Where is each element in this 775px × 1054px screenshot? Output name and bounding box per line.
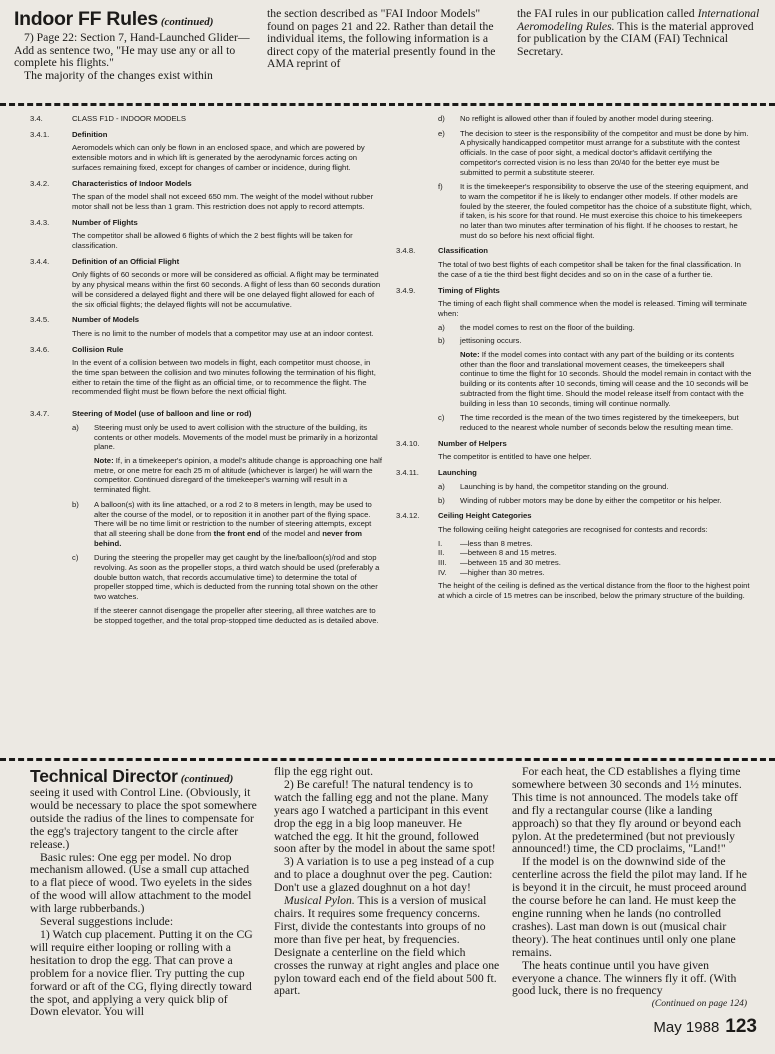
article-paragraph: If the model is on the downwind side of the centerline across the field the pilot may land. If he is beyond it in the circuit, he must proceed around the course before he can land. He must keep the engine running when he lands (no controlled crashes). Last man down is out (musical chair theory). The heat continues until only one plane remains. [512, 855, 747, 959]
article-column-1 [30, 766, 258, 1019]
header-column-3 [517, 8, 763, 58]
article-paragraph: seeing it used with Control Line. (Obviously, it would be necessary to place the spot somewhere outside the radius of the lines to compensate for the egg's trajectory tangent to the circle after release.) [30, 786, 257, 851]
section-text: In the event of a collision between two models in flight, each competitor must choose, in the time span between the collision and two minutes following the termination of his flight, either to retain the time of the flight as an official time, or to recommence the flight. The recommended flight must be flown before the next official flight. [72, 358, 376, 397]
article-paragraph: Basic rules: One egg per model. No drop mechanism allowed. (Use a small cup attached to a flat piece of wood. Two eyelets in the sides of the wood will allow attachment to the model with large rubberbands.) [30, 850, 252, 916]
list-item: II. —between 8 and 15 metres. [438, 548, 557, 558]
note: Note: If the model comes into contact with any part of the building or its contents other than the floor and translational movement ceases, the timekeepers shall continue to time the flight for 10 seconds. Should the model remain in contact with the building or its contents after 10 seconds, timing will cease and the 10 seconds will be subtracted from the flight time. Should the model release itself from contact with the building in less than 10 seconds, timing will continue normally. [460, 350, 752, 408]
list-item: a) Steering must only be used to avert collision with the structure of the building, its contents or other models. Movements of the model must be primarily in a horizontal plane. [72, 422, 378, 452]
section-text: The competitor is entitled to have one helper. [438, 452, 592, 462]
list-item: c) The time recorded is the mean of the two times registered by the timekeepers, but reduced to the nearest whole number of seconds below the resulting mean time. [438, 413, 739, 432]
section-heading: 3.4.9. Timing of Flights [396, 285, 500, 295]
list-item: a) the model comes to rest on the floor of the building. [438, 322, 635, 332]
header-paragraph: 7) Page 22: Section 7, Hand-Launched Glider—Add as sentence two, "He may use any or all to complete his flights." [14, 31, 250, 70]
section-text: The total of two best flights of each competitor shall be taken for the final classification. In the case of a tie the third best flight decides and so on in the case of a further tie. [438, 260, 741, 279]
page-number: 123 [725, 1016, 757, 1037]
fai-rules-block [30, 114, 770, 754]
section-text: The following ceiling height categories are recognised for contests and records: [438, 524, 708, 534]
continued-note: (Continued on page 124) [651, 999, 747, 1010]
section-text: The height of the ceiling is defined as the vertical distance from the floor to the highest point at which a circle of 15 metres can be inscribed, below the primary structure of the building. [438, 581, 750, 601]
list-item: a) Launching is by hand, the competitor standing on the ground. [438, 481, 669, 491]
section-heading: 3.4.12. Ceiling Height Categories [396, 511, 532, 521]
list-item: b) A balloon(s) with its line attached, or a rod 2 to 8 meters in length, may be used to alter the course of the model, or to reposition it in another part of the flying space. There will be no time limit or restriction to the number of steering attempts, except that all steering shall be done from the front end of the model and never from behind. [72, 499, 372, 548]
rules-column-right [396, 114, 752, 601]
article-paragraph: Several suggestions include: [40, 915, 174, 929]
section-heading: 3.4. CLASS F1D - INDOOR MODELS [30, 114, 187, 123]
list-item: d) No reflight is allowed other than if fouled by another model during steering. [438, 114, 714, 123]
section-heading: 3.4.11. Launching [396, 468, 477, 478]
issue-date: May 1988 [653, 1019, 720, 1036]
list-item: c) During the steering the propeller may get caught by the line/balloon(s)/rod and stop revolving. As soon as the propeller stops, a third watch should be used (preferably a double button watch, that records accumulative time) to determine the total of propeller stopped time, which is deducted from the running total shown on the other two watches. [72, 553, 380, 602]
article-paragraph: Musical Pylon. This is a version of musical chairs. It requires some frequency concerns. First, divide the contestants into groups of no more than five per heat, by frequencies. Designate a centerline on the field which crosses the runway at right angles and place one pylon toward each end of the field about 500 ft. apart. [274, 894, 500, 998]
section-heading: 3.4.6. Collision Rule [30, 344, 124, 354]
list-item: e) The decision to steer is the responsibility of the competitor and must be done by him. A physically handicapped competitor must arrange for a substitute with the contest officials. In the case of poor sight, a medical doctor's affidavit certifying the competitor's corrected vision is no less than 20/40 for the better eye must be submitted to permit a substitute steerer. [438, 128, 749, 177]
article-column-2 [274, 766, 502, 998]
article-header [14, 8, 766, 98]
section-heading: 3.4.2. Characteristics of Indoor Models [30, 178, 192, 188]
section-heading: 3.4.7. Steering of Model (use of balloon and line or rod) [30, 409, 252, 419]
continued-label: (continued) [160, 16, 214, 28]
list-item: IV. —higher than 30 metres. [438, 567, 545, 577]
section-text: The span of the model shall not exceed 650 mm. The weight of the model without rubber motor shall not be less than 1 gram. This restriction does not apply to record attempts. [72, 192, 374, 211]
list-item: b) Winding of rubber motors may be done by either the competitor or his helper. [438, 495, 722, 505]
section-heading: 3.4.3. Number of Flights [30, 217, 138, 227]
rules-column-left [30, 114, 382, 625]
header-paragraph: The majority of the changes exist within [24, 68, 213, 82]
list-item: f) It is the timekeeper's responsibility to observe the use of the steering equipment, and to warn the competitor if he is likely to endanger other models. If other models are fouled by the steerer, the fouled competitor has the choice of a substitute flight, which, if taken, is his score for that round. He must exercise this choice to his timekeepers no later than two minutes after termination of his flight. If he chooses to restart, he must do so before his next official flight. [438, 182, 752, 240]
article-paragraph: The heats continue until you have given everyone a chance. The winners fly it off. (With good luck, there is no frequency [512, 958, 737, 998]
header-paragraph: the FAI rules in our publication called International Aeromodeling Rules. This is the material approved for publication by the CIAM (FAI) Technical Secretary. [517, 7, 760, 58]
section-text: There is no limit to the number of models that a competitor may use at an indoor contest. [72, 328, 374, 338]
article-column-3 [512, 766, 747, 1011]
technical-director-article [30, 766, 772, 1054]
page-footer [653, 1016, 757, 1038]
ceiling-category-list [396, 539, 752, 578]
continued-label: (continued) [180, 773, 234, 785]
section-text: Aeromodels which can only be flown in an enclosed space, and which are powered by extensible motors and in which lift is generated by the aerodynamic forces acting on surfaces remaining fixed, except for changes of camber or incidence, during flight. [72, 143, 365, 172]
header-column-1 [14, 8, 251, 82]
article-paragraph: For each heat, the CD establishes a flying time somewhere between 30 seconds and 1½ minutes. This time is not announced. The models take off and fly a rectangular course (like a landing approach) so that they fly around or beyond each pylon. At the predetermined (but not previously announced!) time, the CD proclaims, "Land!" [512, 765, 742, 856]
article-title: Technical Director [30, 766, 178, 786]
list-paragraph: If the steerer cannot disengage the propeller after steering, all three watches are to be stopped together, and the total prop-stopped time deducted as is detailed above. [94, 605, 379, 625]
section-heading: 3.4.8. Classification [396, 246, 488, 256]
article-paragraph: 1) Watch cup placement. Putting it on the CG will require either looping or rolling with a hesitation to drop the egg. That can prove a problem for a novice flier. Try putting the cup forward or aft of the CG, flying directly toward the spot, and applying a very quick blip of Down elevator. You will [30, 927, 253, 1019]
list-item: III. —between 15 and 30 metres. [438, 558, 561, 568]
section-heading: 3.4.10. Number of Helpers [396, 438, 507, 448]
section-text: The timing of each flight shall commence when the model is released. Timing will terminate when: [438, 299, 747, 318]
note: Note: If, in a timekeeper's opinion, a model's altitude change is approaching one half metre, or one metre for each 25 m of altitude (whichever is larger) he will warn the competitor. Continued disregard of the timekeeper's warning will result in a terminated flight. [94, 455, 382, 495]
list-item: b) jettisoning occurs. [438, 336, 522, 346]
article-paragraph: flip the egg right out. [274, 765, 374, 778]
article-paragraph: 2) Be careful! The natural tendency is to watch the falling egg and not the plane. Many years ago I watched a participant in this event drop the egg in a big loop maneuver. He watched the egg. It hit the ground, followed soon after by the model in about the same spot! [274, 777, 496, 856]
section-text: The competitor shall be allowed 6 flights of which the 2 best flights will be taken for classification. [72, 231, 353, 251]
article-title: Indoor FF Rules [14, 8, 158, 30]
article-paragraph: 3) A variation is to use a peg instead of a cup and to place a doughnut over the peg. Caution: Don't use a glazed doughnut on a hot day! [274, 855, 494, 895]
section-text: Only flights of 60 seconds or more will be considered as official. A flight may be terminated by any physical means within the first 60 seconds. A flight of less than 60 seconds duration will be considered a delayed flight and there will be one delayed flight allowed for each of the six official flights; the delayed flights will not be accumulative. [72, 270, 381, 309]
section-heading: 3.4.5. Number of Models [30, 315, 140, 325]
header-paragraph: the section described as "FAI Indoor Models" found on pages 21 and 22. Rather than detail the individual items, the following information is a direct copy of the material presently found in the AMA reprint of [267, 7, 496, 71]
list-item: I. —less than 8 metres. [438, 538, 533, 548]
section-heading: 3.4.4. Definition of an Official Flight [30, 256, 180, 266]
dashed-divider [0, 103, 775, 106]
section-heading: 3.4.1. Definition [30, 129, 108, 139]
header-column-2 [267, 8, 503, 71]
dashed-divider [0, 758, 775, 761]
